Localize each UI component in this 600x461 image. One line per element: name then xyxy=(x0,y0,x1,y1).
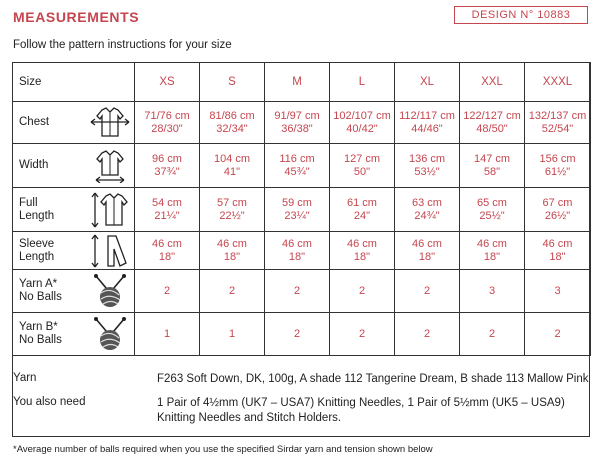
row-label-cell xyxy=(13,270,135,313)
cell-yarn-a-no-balls-s xyxy=(200,270,265,313)
value-imperial: 58" xyxy=(483,165,501,178)
value-imperial: 41" xyxy=(223,165,241,178)
cell-yarn-b-no-balls-xs xyxy=(135,313,200,356)
cell-width-xxxl xyxy=(525,144,591,188)
cell-width-xl xyxy=(395,144,460,188)
value-primary: 2 xyxy=(423,327,431,340)
row-label: Full Length xyxy=(19,196,55,222)
value-imperial: 28/30" xyxy=(151,122,183,135)
row-label: Yarn A* No Balls xyxy=(19,278,62,303)
value-imperial: 36/38" xyxy=(281,122,313,135)
row-sleeve-length xyxy=(13,232,591,270)
cell-chest-xs xyxy=(135,102,200,144)
row-full-length xyxy=(13,188,591,232)
yarn-value: F263 Soft Down, DK, 100g, A shade 112 Tangerine Dream, B shade 113 Mallow Pink xyxy=(157,373,589,385)
value-primary: 71/76 cm xyxy=(144,109,190,122)
cell-sleeve-length-xxl xyxy=(460,232,525,270)
cell-chest-xxxl xyxy=(525,102,591,144)
value-primary: 91/97 cm xyxy=(274,109,320,122)
value-primary: 67 cm xyxy=(542,196,573,209)
value-primary: 156 cm xyxy=(539,152,576,165)
cell-yarn-a-no-balls-m xyxy=(265,270,330,313)
cell-yarn-b-no-balls-xxxl xyxy=(525,313,591,356)
value-primary: 3 xyxy=(554,284,561,297)
value-primary: 46 cm xyxy=(477,237,507,250)
value-primary: 59 cm xyxy=(282,196,312,209)
value-primary: 2 xyxy=(228,284,236,297)
value-primary: 2 xyxy=(488,327,496,340)
value-imperial: 52/54" xyxy=(541,122,574,135)
value-imperial: 18" xyxy=(483,250,501,263)
row-yarn-a-no-balls xyxy=(13,270,591,313)
subtitle: Follow the pattern instructions for your size xyxy=(13,39,232,51)
cell-yarn-b-no-balls-l xyxy=(330,313,395,356)
value-primary: 46 cm xyxy=(282,237,312,250)
cell-chest-s xyxy=(200,102,265,144)
value-imperial: 50" xyxy=(353,165,371,178)
value-primary: 2 xyxy=(293,284,301,297)
size-xxl: XXL xyxy=(460,63,525,102)
cell-sleeve-length-xl xyxy=(395,232,460,270)
value-primary: 46 cm xyxy=(347,237,377,250)
cardigan-width-icon xyxy=(90,149,130,183)
size-m: M xyxy=(265,63,330,102)
row-label: Width xyxy=(19,159,49,171)
cell-sleeve-length-s xyxy=(200,232,265,270)
value-imperial: 24¾" xyxy=(414,209,440,222)
value-primary: 96 cm xyxy=(152,152,182,165)
size-header-row xyxy=(13,63,591,102)
value-imperial: 44/46" xyxy=(411,122,443,135)
value-imperial: 18" xyxy=(223,250,241,263)
row-label-cell xyxy=(13,188,135,232)
cell-yarn-b-no-balls-xl xyxy=(395,313,460,356)
design-number-badge: DESIGN N° 10883 xyxy=(454,6,588,24)
value-primary: 122/127 cm xyxy=(463,109,521,122)
size-xs: XS xyxy=(135,63,200,102)
value-primary: 46 cm xyxy=(542,237,573,250)
value-primary: 2 xyxy=(554,327,561,340)
value-primary: 2 xyxy=(358,327,366,340)
size-l: L xyxy=(330,63,395,102)
cell-sleeve-length-m xyxy=(265,232,330,270)
row-label: Chest xyxy=(19,116,50,128)
row-label-cell xyxy=(13,102,135,144)
cell-width-xs xyxy=(135,144,200,188)
value-primary: 54 cm xyxy=(152,196,182,209)
row-label: Yarn B* No Balls xyxy=(19,321,62,346)
cell-sleeve-length-xs xyxy=(135,232,200,270)
cardigan-length-icon xyxy=(90,191,130,229)
size-xxxl: XXXL xyxy=(525,63,591,102)
row-yarn-b-no-balls xyxy=(13,313,591,356)
value-imperial: 21¼" xyxy=(154,209,180,222)
value-primary: 2 xyxy=(358,284,366,297)
value-primary: 112/117 cm xyxy=(399,109,455,122)
value-imperial: 32/34" xyxy=(216,122,248,135)
cell-yarn-a-no-balls-xxxl xyxy=(525,270,591,313)
value-imperial: 48/50" xyxy=(476,122,508,135)
value-imperial: 25½" xyxy=(479,209,505,222)
cell-full-length-m xyxy=(265,188,330,232)
value-imperial: 26½" xyxy=(544,209,571,222)
cell-chest-m xyxy=(265,102,330,144)
value-primary: 81/86 cm xyxy=(209,109,255,122)
row-label-cell xyxy=(13,313,135,356)
row-chest xyxy=(13,102,591,144)
value-imperial: 22½" xyxy=(219,209,245,222)
cell-full-length-l xyxy=(330,188,395,232)
value-primary: 46 cm xyxy=(412,237,442,250)
value-imperial: 18" xyxy=(418,250,436,263)
cell-chest-xl xyxy=(395,102,460,144)
cell-yarn-a-no-balls-xs xyxy=(135,270,200,313)
also-need-value: 1 Pair of 4½mm (UK7 – USA7) Knitting Needles, 1 Pair of 5½mm (UK5 – USA9) Knitting Needles and Stitch Holders. xyxy=(157,397,565,424)
value-imperial: 18" xyxy=(549,250,566,263)
value-primary: 46 cm xyxy=(152,237,182,250)
cell-full-length-s xyxy=(200,188,265,232)
size-xl: XL xyxy=(395,63,460,102)
cell-width-xxl xyxy=(460,144,525,188)
yarn-label: Yarn xyxy=(13,372,37,384)
cell-width-m xyxy=(265,144,330,188)
cell-yarn-a-no-balls-xxl xyxy=(460,270,525,313)
cell-yarn-b-no-balls-s xyxy=(200,313,265,356)
yarn-ball-needles-icon xyxy=(90,273,130,309)
row-label-cell xyxy=(13,232,135,270)
value-imperial: 18" xyxy=(158,250,176,263)
value-primary: 104 cm xyxy=(213,152,251,165)
also-need-label: You also need xyxy=(13,396,86,408)
value-primary: 132/137 cm xyxy=(528,109,587,122)
cell-chest-l xyxy=(330,102,395,144)
row-width xyxy=(13,144,591,188)
value-imperial: 18" xyxy=(288,250,306,263)
cell-sleeve-length-xxxl xyxy=(525,232,591,270)
cell-yarn-b-no-balls-m xyxy=(265,313,330,356)
cell-sleeve-length-l xyxy=(330,232,395,270)
value-primary: 1 xyxy=(163,327,171,340)
value-primary: 2 xyxy=(293,327,301,340)
value-primary: 3 xyxy=(488,284,496,297)
cell-width-l xyxy=(330,144,395,188)
value-primary: 102/107 cm xyxy=(333,109,391,122)
value-primary: 116 cm xyxy=(279,152,315,165)
value-imperial: 45¾" xyxy=(284,165,310,178)
measurements-table xyxy=(12,62,591,356)
value-primary: 63 cm xyxy=(412,196,442,209)
size-s: S xyxy=(200,63,265,102)
value-imperial: 37¾" xyxy=(154,165,180,178)
page-title: MEASUREMENTS xyxy=(13,9,140,25)
value-primary: 65 cm xyxy=(477,196,507,209)
value-primary: 1 xyxy=(228,327,236,340)
value-primary: 147 cm xyxy=(473,152,511,165)
cell-full-length-xl xyxy=(395,188,460,232)
row-label-cell xyxy=(13,144,135,188)
row-label: Sleeve Length xyxy=(19,237,55,263)
cardigan-chest-width-icon xyxy=(90,106,130,140)
cell-full-length-xxxl xyxy=(525,188,591,232)
value-primary: 2 xyxy=(163,284,171,297)
cell-yarn-a-no-balls-l xyxy=(330,270,395,313)
value-primary: 61 cm xyxy=(347,196,377,209)
cell-full-length-xs xyxy=(135,188,200,232)
value-primary: 127 cm xyxy=(343,152,381,165)
value-imperial: 61½" xyxy=(544,165,571,178)
value-imperial: 23¼" xyxy=(284,209,310,222)
value-primary: 57 cm xyxy=(217,196,247,209)
cell-chest-xxl xyxy=(460,102,525,144)
size-label: Size xyxy=(13,63,135,102)
value-imperial: 18" xyxy=(353,250,371,263)
cell-width-s xyxy=(200,144,265,188)
cell-yarn-a-no-balls-xl xyxy=(395,270,460,313)
yarn-ball-needles-icon xyxy=(90,316,130,352)
value-primary: 2 xyxy=(423,284,431,297)
sleeve-length-icon xyxy=(90,233,130,269)
cell-full-length-xxl xyxy=(460,188,525,232)
value-primary: 136 cm xyxy=(408,152,446,165)
value-imperial: 24" xyxy=(353,209,371,222)
footnote: *Average number of balls required when you use the specified Sirdar yarn and tension shown below xyxy=(13,444,433,455)
value-imperial: 40/42" xyxy=(346,122,378,135)
value-primary: 46 cm xyxy=(217,237,247,250)
value-imperial: 53½" xyxy=(414,165,440,178)
cell-yarn-b-no-balls-xxl xyxy=(460,313,525,356)
